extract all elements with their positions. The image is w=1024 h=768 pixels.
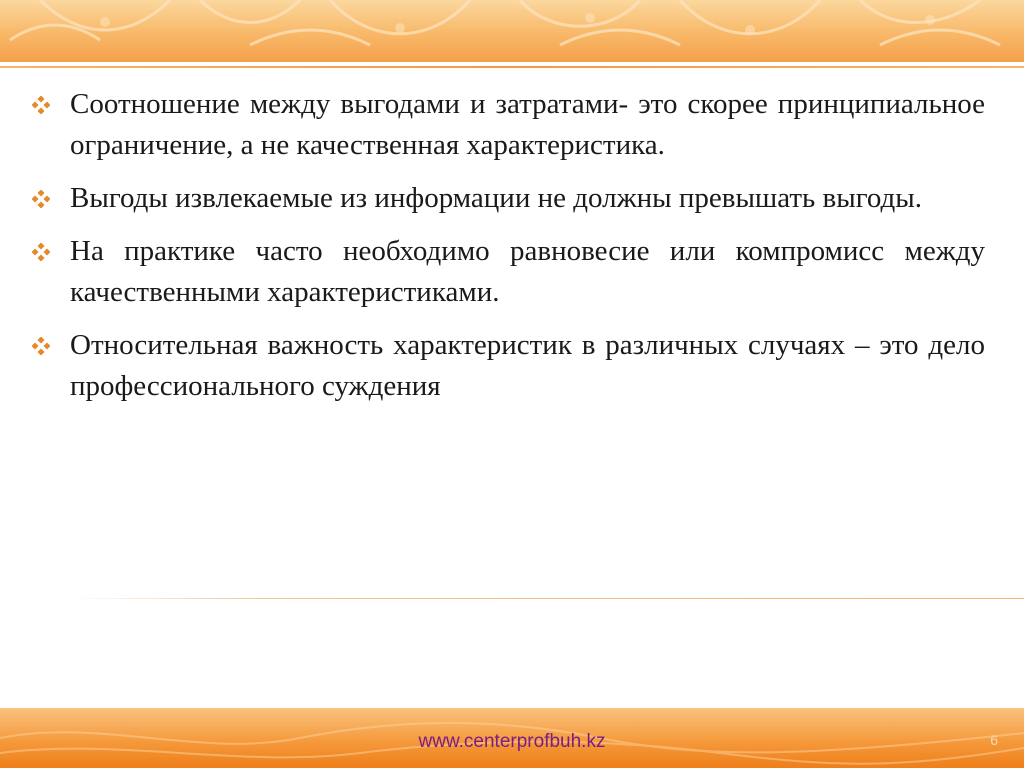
bullet-text: Соотношение между выгодами и затратами- это скорее принципиальное ограничение, а не качественная характеристика.	[70, 88, 985, 161]
list-item	[30, 231, 985, 313]
bullet-text: На практике часто необходимо равновесие или компромисс между качественными характеристиками.	[70, 235, 985, 308]
list-item	[30, 84, 985, 166]
bullet-list	[30, 84, 985, 419]
website-link[interactable]: www.centerprofbuh.kz	[418, 731, 606, 752]
page-number: 6	[990, 732, 998, 748]
list-item	[30, 325, 985, 407]
diamond-bullet-icon	[32, 243, 50, 261]
top-divider	[0, 66, 1024, 68]
bullet-text: Выгоды извлекаемые из информации не должны превышать выгоды.	[70, 182, 923, 214]
list-item	[30, 178, 985, 219]
bullet-text: Относительная важность характеристик в различных случаях – это дело профессионального суждения	[70, 329, 985, 402]
lower-divider	[70, 598, 1024, 599]
diamond-bullet-icon	[32, 96, 50, 114]
ornament-pattern-icon	[0, 0, 1024, 62]
top-decorative-banner	[0, 0, 1024, 62]
diamond-bullet-icon	[32, 190, 50, 208]
diamond-bullet-icon	[32, 337, 50, 355]
